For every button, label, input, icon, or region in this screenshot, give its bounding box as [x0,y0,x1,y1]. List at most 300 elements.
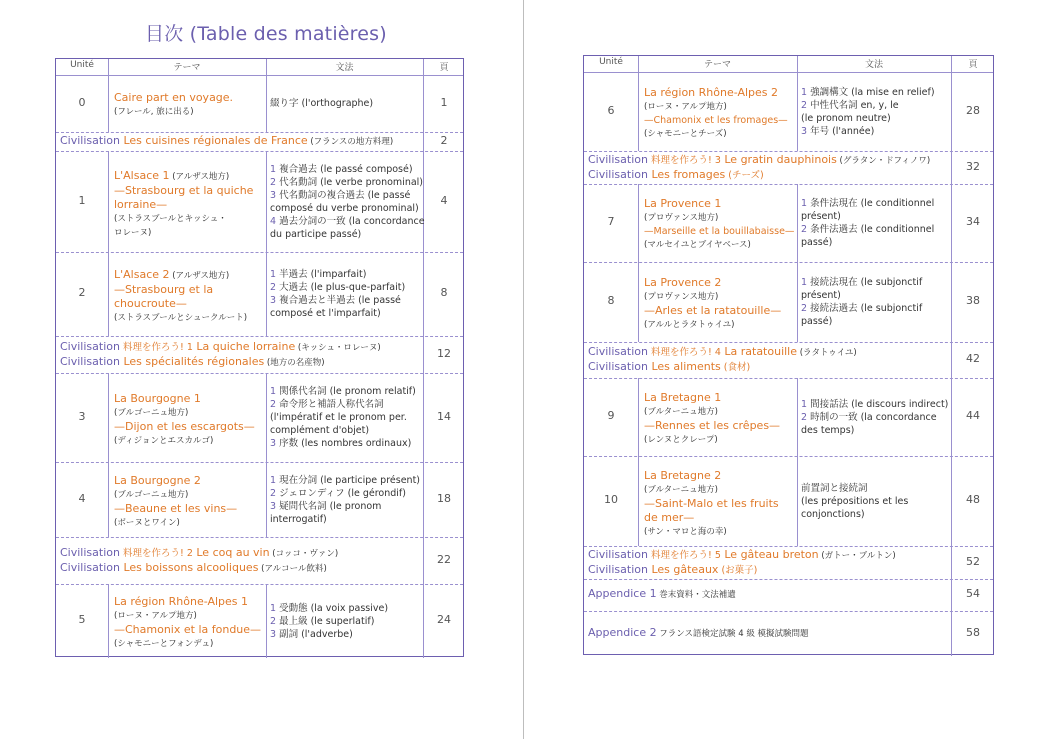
grammar-line [801,197,949,210]
page-number: 4 [440,193,448,207]
civilisation-text: 料理を作ろう! 1 [119,341,193,353]
grammar-text: 2 [801,99,808,111]
grammar-line [801,86,949,99]
civilisation-text: Les aliments [647,360,721,373]
grammar-text: composé et l'imparfait) [270,308,381,319]
grammar-text: 時制の一致 (la concordance [807,411,937,423]
civilisation-line [60,340,381,355]
theme-text: (シャモニーとチーズ) [644,128,727,139]
grammar-text: 受動態 (la voix passive) [276,602,389,614]
civilisation-row [60,134,393,149]
unit-grammar [801,197,949,249]
grammar-text: (l'impératif et le pronom per. [270,412,407,423]
theme-line [114,609,264,623]
grammar-text: (le pronom neutre) [801,112,891,124]
column-separator [797,262,798,342]
theme-text: (シャモニーとフォンデュ) [114,639,214,649]
unit-theme [114,595,264,651]
column-separator [797,72,798,151]
unit-grammar [801,276,949,328]
civilisation-line [60,546,338,561]
grammar-line [270,163,421,176]
grammar-text: complément d'objet) [270,425,370,436]
civilisation-text: フランス語検定試験 4 級 模擬試験問題 [656,628,809,639]
civilisation-text: La ratatouille [720,345,798,358]
toc-table-left [55,58,464,657]
unit-theme [644,469,795,539]
grammar-text: 2 [801,224,808,235]
civilisation-text: Le gâteau breton [720,547,819,561]
header-theme: テーマ [703,60,731,70]
theme-line [114,169,264,184]
theme-line [644,225,795,238]
civilisation-text: 巻末資料・文法補遺 [656,590,736,600]
theme-text: —Arles et la ratatouille— [644,304,782,317]
theme-line [644,276,795,290]
theme-text: —Saint-Malo et les fruits [644,496,779,510]
grammar-line [801,112,949,125]
grammar-line [801,289,949,302]
row-separator [56,252,463,253]
civilisation-line [60,134,393,149]
grammar-text: passé) [801,316,833,327]
grammar-text: 前置詞と接続詞 [801,482,868,494]
grammar-line [801,276,949,289]
grammar-line [801,99,949,112]
unit-number: 0 [78,95,86,109]
civilisation-text: Civilisation [60,339,120,353]
page-number: 48 [966,493,980,506]
grammar-text: 3 [801,125,808,137]
civilisation-text: Civilisation [60,354,120,368]
grammar-line [801,411,949,424]
grammar-text: 条件法過去 (le conditionnel [807,224,935,235]
theme-line [644,483,795,497]
grammar-text: 1 [801,86,808,98]
row-separator [56,336,463,337]
theme-line [114,91,264,105]
column-separator [266,252,267,336]
theme-text: —Dijon et les escargots— [114,419,255,433]
civilisation-text: Appendice 1 [588,587,657,600]
theme-line [644,114,795,127]
theme-line [114,268,264,283]
grammar-text: 複合過去と半過去 (le passé [276,295,401,306]
column-separator [266,584,267,658]
civilisation-text: Civilisation [588,562,648,576]
theme-text: (ローヌ・アルプ地方) [114,611,197,621]
page-number: 12 [437,346,451,360]
grammar-line [270,602,421,615]
civilisation-line [588,587,736,602]
header-page: 頁 [439,63,449,73]
theme-text: —Strasbourg et la [114,283,214,296]
theme-line [114,297,264,311]
grammar-text: 3 [270,500,277,512]
civilisation-text: Civilisation [588,167,648,181]
unit-number: 3 [78,409,86,423]
row-separator [584,184,993,185]
civilisation-text: Civilisation [588,547,648,561]
theme-line [114,105,264,119]
theme-text: (ボーヌとワイン) [114,517,180,528]
page-number: 58 [966,625,980,639]
unit-theme [644,86,795,141]
grammar-text: 過去分詞の一致 (la concordance [276,215,425,227]
theme-line [114,434,264,448]
page-number: 2 [440,133,448,147]
header-theme: テーマ [173,63,201,73]
theme-text: Caire part en voyage. [114,90,234,104]
grammar-line [801,508,949,521]
theme-text: —Marseille et la bouillabaisse— [644,226,795,237]
theme-text: (ディジョンとエスカルゴ) [114,435,214,446]
page-number: 34 [966,215,980,228]
grammar-text: ジェロンディフ (le gérondif) [276,487,406,499]
page-number: 52 [966,554,980,568]
theme-text: —Chamonix et les fromages— [644,114,788,126]
grammar-text: 2 [801,303,808,314]
column-separator [638,262,639,342]
grammar-text: 代名動詞の複合過去 (le passé [276,189,411,201]
civilisation-row [588,626,809,641]
grammar-text: 関係代名詞 (le pronom relatif) [276,386,416,397]
grammar-text: 1 [270,163,277,175]
grammar-line [270,385,421,398]
grammar-text: 半過去 (l'imparfait) [276,269,367,280]
civilisation-text: Civilisation [588,345,648,358]
grammar-text: 2 [270,176,277,188]
theme-line [114,226,264,240]
unit-theme [114,392,264,448]
grammar-text: composé du verbe pronominal) [270,202,419,214]
grammar-text: 1 [270,474,277,486]
theme-line [644,211,795,225]
grammar-line [801,424,949,437]
civilisation-line [588,153,930,168]
unit-number: 8 [607,294,615,307]
civilisation-text: 料理を作ろう! 5 [647,549,721,561]
column-separator [638,72,639,151]
theme-text: lorraine— [114,198,168,211]
header-unit: Unité [599,57,623,67]
grammar-text: 1 [270,269,277,280]
grammar-line [270,228,421,241]
theme-text: (プロヴァンス地方) [644,292,719,302]
grammar-text: 2 [801,411,808,423]
civilisation-text: Civilisation [588,360,648,373]
theme-line [644,304,795,318]
grammar-text: interrogatif) [270,513,327,525]
civilisation-text: (チーズ) [725,169,764,181]
theme-text: L'Alsace 2 [114,268,170,281]
theme-line [114,595,264,609]
unit-number: 5 [78,613,86,626]
column-separator [638,56,639,72]
grammar-text: 1 [801,398,808,410]
grammar-line [801,495,949,508]
grammar-line [801,236,949,249]
civilisation-text: (地方の名産物) [264,357,325,368]
theme-line [644,525,795,539]
page-title: 目次 (Table des matières) [145,23,387,45]
civilisation-text: Appendice 2 [588,625,657,639]
theme-line [644,497,795,511]
page-number: 54 [966,587,980,600]
civilisation-row [60,340,381,370]
column-separator [797,184,798,262]
column-separator [797,378,798,456]
grammar-text: 1 [270,386,277,397]
theme-text: La Provence 2 [644,276,722,289]
grammar-text: 疑問代名詞 (le pronom [276,500,382,512]
civilisation-text: 料理を作ろう! 4 [647,347,721,358]
grammar-text: 3 [270,295,277,306]
row-separator [56,584,463,585]
theme-text: La Bretagne 1 [644,391,722,404]
grammar-line [801,125,949,138]
theme-text: —Chamonix et la fondue— [114,623,262,636]
grammar-line [270,97,421,110]
page-number: 42 [966,352,980,365]
column-separator [797,56,798,72]
column-separator [638,184,639,262]
unit-theme [644,276,795,332]
unit-grammar [270,474,421,526]
unit-number: 4 [78,491,86,505]
grammar-line [801,223,949,236]
row-separator [56,151,463,152]
column-separator [108,584,109,658]
grammar-line [270,189,421,202]
civilisation-line [588,626,809,641]
theme-line [644,318,795,332]
unit-grammar [270,268,421,320]
theme-line [644,197,795,211]
grammar-line [270,474,421,487]
theme-line [114,474,264,488]
header-grammar: 文法 [864,60,883,70]
theme-text: (アルルとラタトゥイユ) [644,320,735,330]
civilisation-text: (アルコール飲料) [258,563,327,574]
theme-line [644,469,795,483]
column-separator [266,373,267,462]
civilisation-text: 料理を作ろう! 2 [119,547,193,559]
unit-number: 6 [607,103,615,117]
theme-text: (ブルゴーニュ地方) [114,489,189,500]
toc-table-right [583,55,994,655]
grammar-text: 序数 (les nombres ordinaux) [276,438,412,449]
unit-grammar [801,398,949,437]
grammar-line [270,513,421,526]
civilisation-text: (コッコ・ヴァン) [269,548,339,559]
theme-line [114,623,264,637]
grammar-text: 間接話法 (le discours indirect) [807,398,949,410]
grammar-text: 4 [270,215,277,227]
unit-grammar [801,482,949,521]
theme-text: (プロヴァンス地方) [644,213,719,223]
column-separator [108,75,109,132]
theme-line [114,184,264,198]
theme-line [114,516,264,530]
column-separator [108,252,109,336]
grammar-line [270,202,421,215]
theme-text: (ローヌ・アルプ地方) [644,101,727,112]
theme-text: (フレール, 旅に出る) [114,106,194,117]
civilisation-text: (グラタン・ドフィノワ) [836,155,931,166]
theme-line [644,405,795,419]
civilisation-row [588,153,930,183]
grammar-text: 2 [270,282,277,293]
grammar-text: 3 [270,628,277,640]
unit-theme [114,474,264,530]
unit-theme [114,169,264,240]
column-separator [108,59,109,75]
grammar-text: 3 [270,438,277,449]
grammar-text: 複合過去 (le passé composé) [276,163,413,175]
grammar-text: 1 [801,198,808,209]
grammar-line [270,398,421,411]
civilisation-text: Le coq au vin [192,545,270,559]
column-separator [266,151,267,252]
column-separator [108,373,109,462]
grammar-text: passé) [801,237,833,248]
unit-theme [644,197,795,252]
table-header [584,56,993,73]
grammar-line [270,628,421,641]
theme-text: La Bretagne 2 [644,468,722,482]
grammar-line [270,215,425,228]
table-header [56,59,463,76]
theme-line [644,86,795,100]
civilisation-text: Les boissons alcooliques [119,560,259,574]
civilisation-text: (お菓子) [718,564,758,576]
grammar-text: 1 [270,602,277,614]
civilisation-row [588,587,736,602]
grammar-text: du participe passé) [270,228,362,240]
grammar-text: 強調構文 (la mise en relief) [807,86,935,98]
grammar-text: 2 [270,615,277,627]
row-separator [56,537,463,538]
theme-text: de mer— [644,510,695,524]
unit-theme [114,91,264,119]
column-separator [108,151,109,252]
header-unit: Unité [70,60,94,70]
unit-number: 10 [604,493,618,506]
theme-text: La région Rhône-Alpes 2 [644,85,779,99]
column-separator [266,462,267,537]
grammar-text: 綴り字 (l'orthographe) [270,98,374,109]
page-number: 8 [440,286,448,299]
civilisation-row [588,548,896,578]
theme-text: (ストラスブールとシュークルート) [114,313,248,323]
column-separator [266,59,267,75]
page-number: 14 [437,409,451,423]
row-separator [56,462,463,463]
theme-line [644,238,795,252]
civilisation-row [60,546,338,576]
theme-text: (ブルゴーニュ地方) [114,407,189,418]
grammar-line [270,424,421,437]
column-separator [797,456,798,546]
theme-line [114,488,264,502]
page-number: 1 [440,95,448,109]
grammar-text: 年号 (l'année) [807,125,875,137]
theme-line [114,392,264,406]
grammar-line [801,210,949,223]
page-divider [523,0,524,739]
theme-line [644,433,795,447]
grammar-line [270,615,421,628]
theme-text: choucroute— [114,297,187,310]
theme-text: —Strasbourg et la quiche [114,184,254,197]
theme-line [644,127,795,141]
row-separator [56,373,463,374]
theme-text: (アルザス地方) [169,271,230,281]
grammar-text: 副詞 (l'adverbe) [276,628,353,640]
grammar-line [270,411,421,424]
grammar-text: 代名動詞 (le verbe pronominal) [276,176,424,188]
grammar-line [270,268,421,281]
theme-line [114,502,264,516]
civilisation-text: Les spécialités régionales [119,354,265,368]
grammar-line [801,398,949,411]
theme-line [644,100,795,114]
theme-text: La région Rhône-Alpes 1 [114,595,249,608]
theme-text: (サン・マロと海の幸) [644,526,727,537]
theme-text: (レンヌとクレープ) [644,435,718,445]
theme-text: —Rennes et les crêpes— [644,419,781,432]
page-number: 32 [966,159,980,173]
page-number: 44 [966,409,980,422]
theme-text: L'Alsace 1 [114,169,170,182]
unit-number: 7 [607,215,615,228]
unit-grammar [270,385,421,450]
theme-line [114,637,264,651]
grammar-line [270,176,424,189]
grammar-text: 最上級 (le superlatif) [276,615,375,627]
theme-text: (マルセイユとブイヤベース) [644,240,751,250]
civilisation-line [60,355,381,370]
grammar-line [801,315,949,328]
column-separator [638,456,639,546]
grammar-text: 現在分詞 (le participe présent) [276,474,420,486]
grammar-text: présent) [801,290,841,301]
unit-number: 1 [78,193,86,207]
page-number: 24 [437,613,451,626]
grammar-line [270,487,421,500]
grammar-line [270,500,421,513]
civilisation-text: (食材) [720,362,751,373]
theme-text: —Beaune et les vins— [114,501,238,515]
grammar-text: 接続法過去 (le subjonctif [807,303,923,314]
civilisation-text: 料理を作ろう! 3 [647,154,721,166]
grammar-line [270,437,421,450]
theme-line [114,198,264,212]
theme-line [644,419,795,433]
page-number: 22 [437,552,451,566]
theme-text: ロレーヌ) [114,228,152,238]
grammar-text: 2 [270,487,277,499]
civilisation-text: Civilisation [60,560,120,574]
civilisation-text: Les gâteaux [647,562,719,576]
row-separator [584,342,993,343]
theme-text: La Provence 1 [644,197,722,210]
grammar-text: présent) [801,211,841,222]
unit-grammar [270,97,421,110]
civilisation-line [60,561,338,576]
civilisation-line [588,345,857,360]
